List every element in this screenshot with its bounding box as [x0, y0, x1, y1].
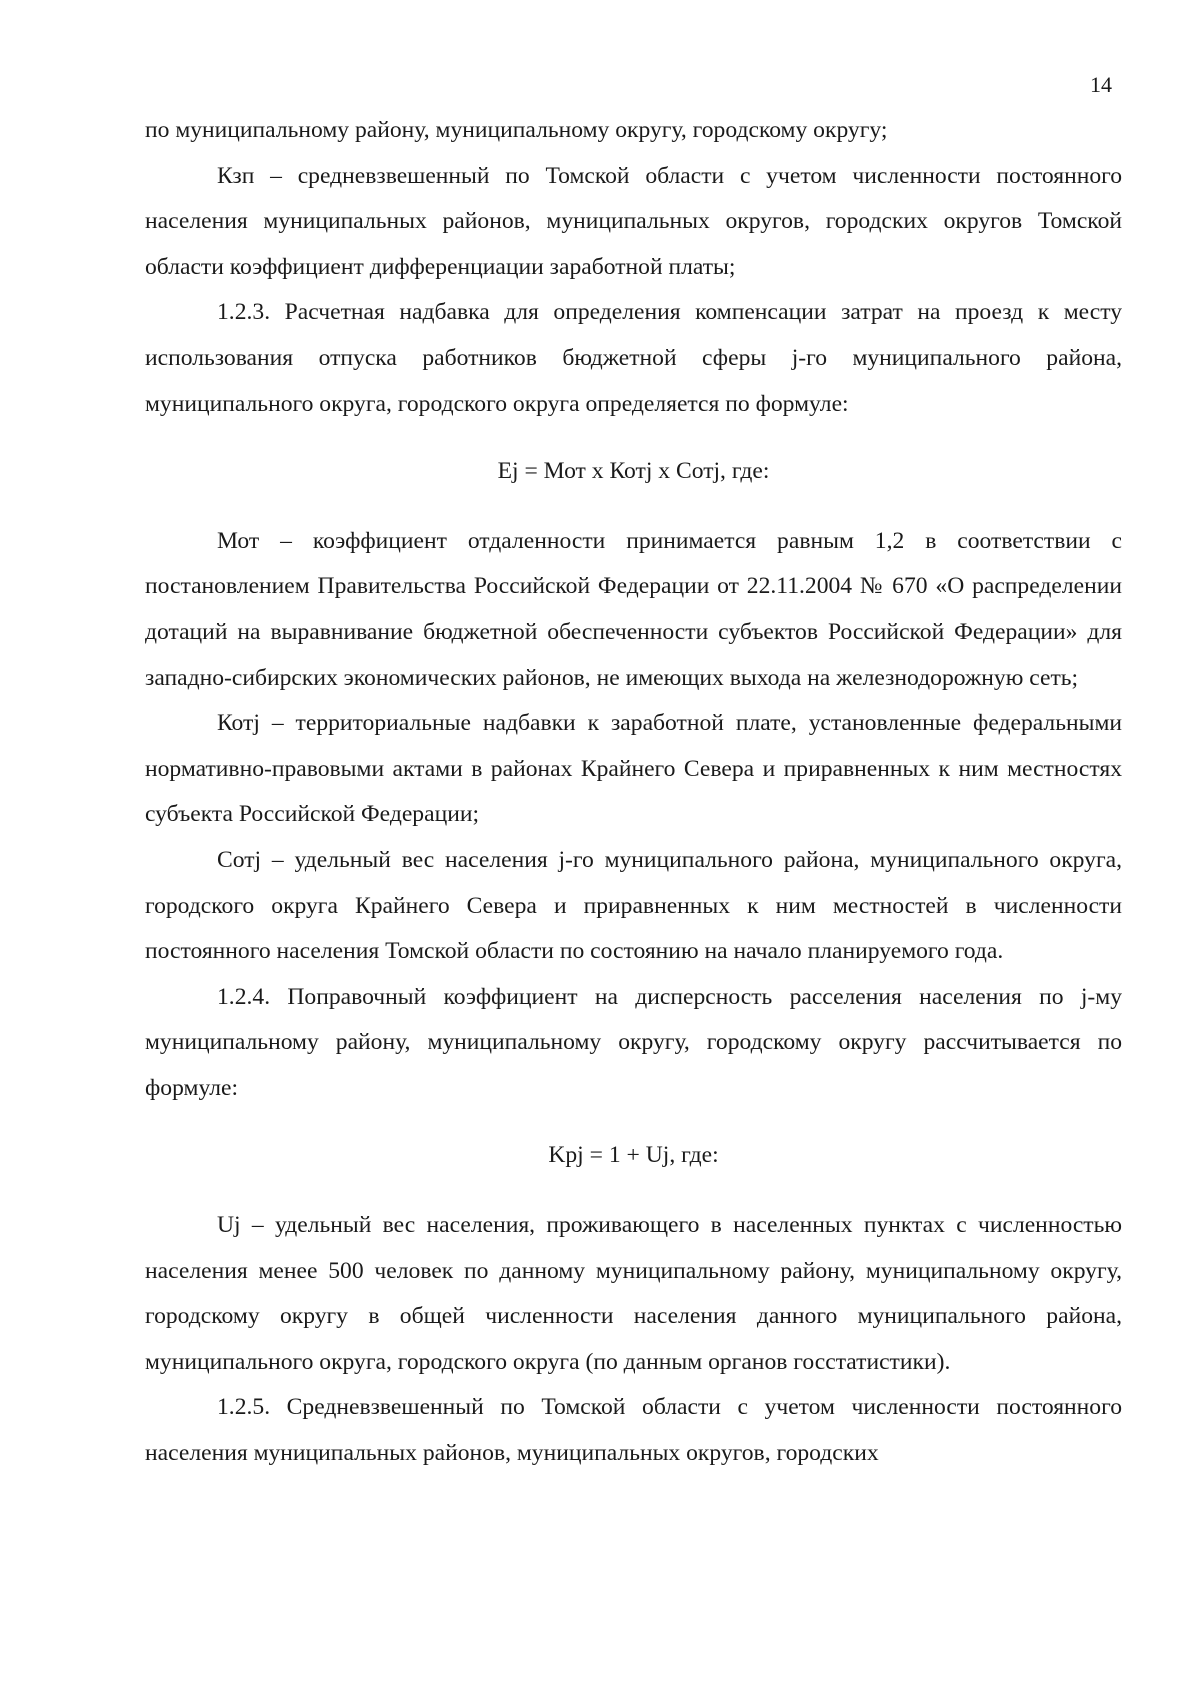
paragraph-kotj-definition: Котj – территориальные надбавки к заработной плате, установленные федеральными нормативно-правовыми актами в районах Крайнего Севера и приравненных к ним местностях субъекта Российской Федерации;: [145, 710, 1122, 828]
paragraph-kzp-definition: Кзп – средневзвешенный по Томской области с учетом численности постоянного населения муниципальных районов, муниципальных округов, городских округов Томской области коэффициент дифференциации заработной платы;: [145, 162, 1122, 280]
paragraph-uj-definition: Uj – удельный вес населения, проживающего в населенных пунктах с численностью населения менее 500 человек по данному муниципальному району, муниципальному округу, городскому округу в общей численности населения данного муниципального района, муниципального округа, городского округа (по данным органов госстатистики).: [145, 1212, 1122, 1375]
page-number: 14: [1090, 72, 1112, 97]
paragraph-continuation: по муниципальному району, муниципальному округу, городскому округу;: [145, 117, 888, 143]
document-body: [145, 108, 1122, 1477]
formula-kpj: Kpj = 1 + Uj, где:: [548, 1142, 719, 1169]
paragraph-1-2-4: 1.2.4. Поправочный коэффициент на дисперсность расселения населения по j-му муниципальному району, муниципальному округу, городскому округу рассчитывается по формуле:: [145, 983, 1122, 1101]
formula-ej: Ej = Мот x Котj x Сотj, где:: [497, 458, 770, 485]
paragraph-sotj-definition: Сотj – удельный вес населения j-го муниципального района, муниципального округа, городского округа Крайнего Севера и приравненных к ним местностей в численности постоянного населения Томской области по состоянию на начало планируемого года.: [145, 846, 1122, 965]
paragraph-1-2-3: 1.2.3. Расчетная надбавка для определения компенсации затрат на проезд к месту использования отпуска работников бюджетной сферы j-го муниципального района, муниципального округа, городского округа определяется по формуле:: [145, 299, 1122, 417]
paragraph-1-2-5: 1.2.5. Средневзвешенный по Томской области с учетом численности постоянного населения муниципальных районов, муниципальных округов, городских: [145, 1394, 1122, 1467]
paragraph-mot-definition: Мот – коэффициент отдаленности принимается равным 1,2 в соответствии с постановлением Правительства Российской Федерации от 22.11.2004 № 670 «О распределении дотаций на выравнивание бюджетной обеспеченности субъектов Российской Федерации» для западно-сибирских экономических районов, не имеющих выхода на железнодорожную сеть;: [145, 527, 1122, 691]
